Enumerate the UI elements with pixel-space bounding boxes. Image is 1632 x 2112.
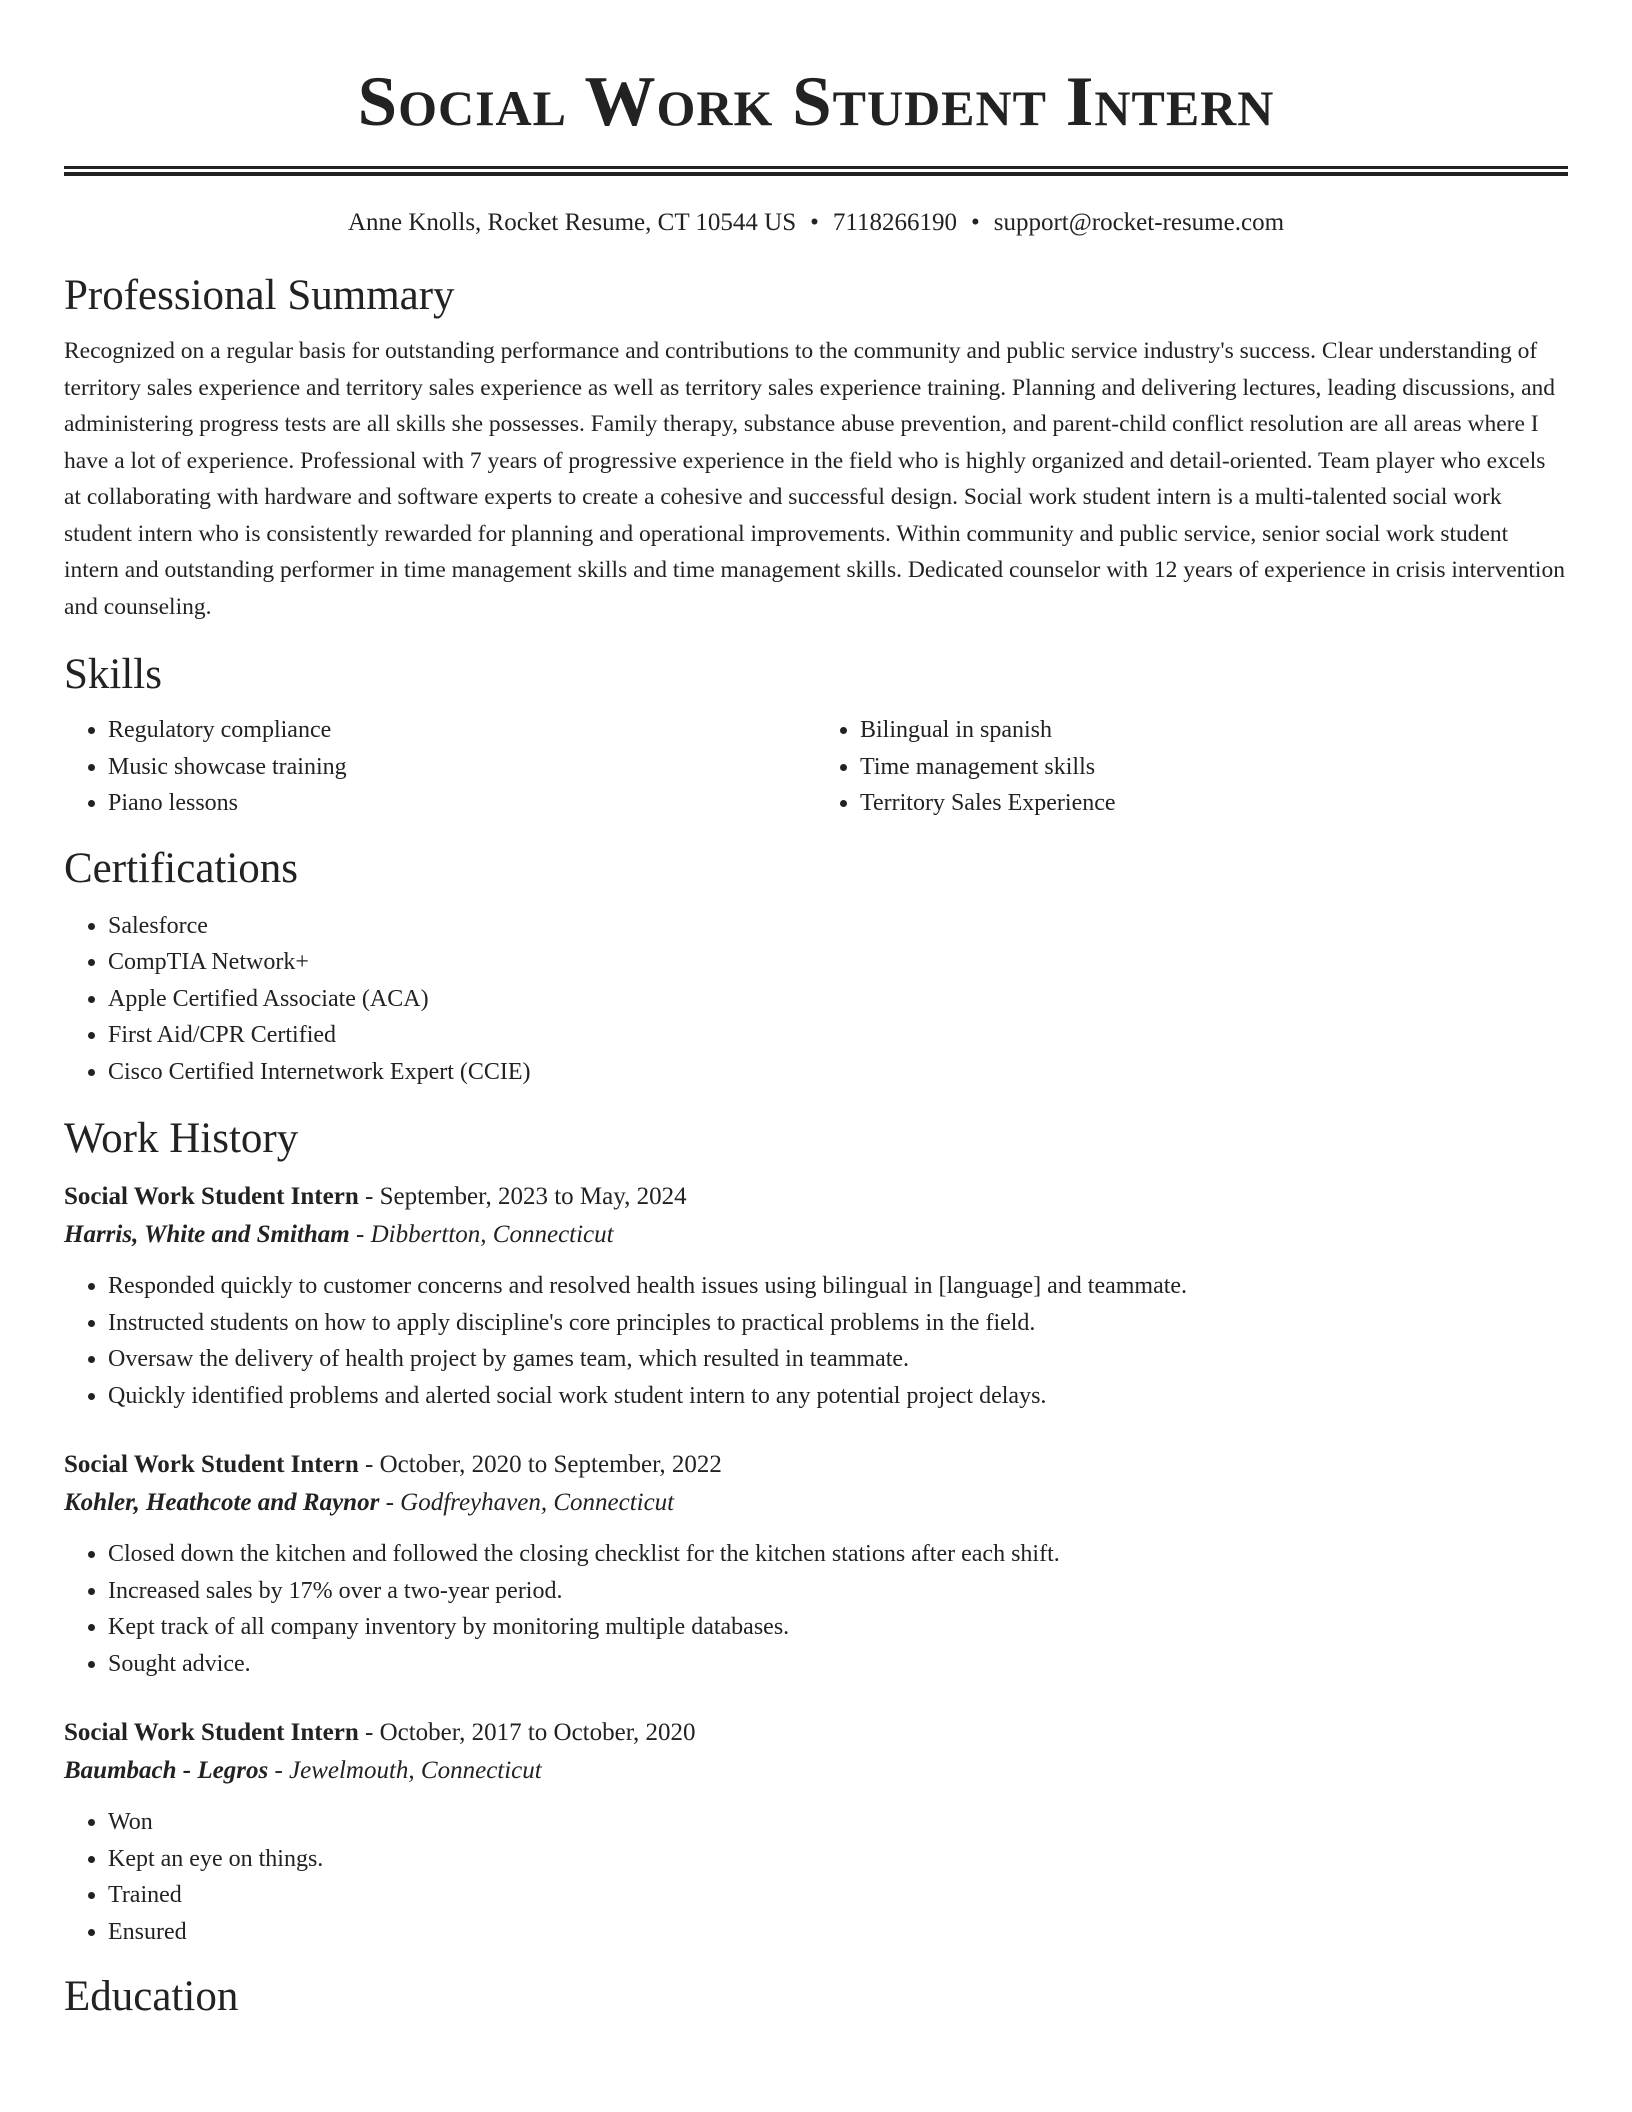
job-dates: September, 2023 to May, 2024 <box>379 1183 687 1210</box>
job-duty: • Quickly identified problems and alerted social work student intern to any potential project delays. <box>108 1378 1568 1415</box>
candidate-name: Social Work Student Intern <box>357 63 1275 141</box>
skills-column-right <box>816 712 1568 822</box>
job-location: Dibbertton, Connecticut <box>370 1221 614 1248</box>
job-duties <box>64 1536 1568 1682</box>
job-duties <box>64 1268 1568 1414</box>
job-company: Harris, White and Smitham <box>64 1221 350 1248</box>
job-duty: • Sought advice. <box>108 1646 1568 1683</box>
job-company: Kohler, Heathcote and Raynor <box>64 1489 380 1516</box>
job-title: Social Work Student Intern <box>64 1719 359 1746</box>
job-company: Baumbach - Legros <box>64 1757 269 1784</box>
certifications-heading: Certifications <box>64 844 299 892</box>
skill-item: • Regulatory compliance <box>108 712 816 749</box>
job-duty: • Kept an eye on things. <box>108 1841 1568 1878</box>
job-location: Jewelmouth, Connecticut <box>289 1757 542 1784</box>
header-divider <box>64 166 1568 176</box>
skills-heading: Skills <box>64 651 162 698</box>
skills-list <box>64 712 1568 822</box>
job-title: Social Work Student Intern <box>64 1451 359 1478</box>
job-heading: Social Work Student Intern - October, 2017 to October, 2020 <box>64 1719 696 1746</box>
skill-item: • Territory Sales Experience <box>860 785 1568 822</box>
job-duty: • Oversaw the delivery of health project by games team, which resulted in teammate. <box>108 1341 1568 1378</box>
job-heading: Social Work Student Intern - October, 2020 to September, 2022 <box>64 1451 722 1478</box>
job-employer: Harris, White and Smitham - Dibbertton, Connecticut <box>64 1221 614 1248</box>
education-heading: Education <box>64 1973 239 2020</box>
job-duty: • Closed down the kitchen and followed the closing checklist for the kitchen stations after each shift. <box>108 1536 1568 1573</box>
job-duty: • Won <box>108 1804 1568 1841</box>
job-duty: • Trained <box>108 1877 1568 1914</box>
contact-phone: 7118266190 <box>832 209 957 236</box>
job-entry <box>64 1178 1568 1414</box>
job-title: Social Work Student Intern <box>64 1183 359 1210</box>
skill-item: • Piano lessons <box>108 785 816 822</box>
contact-line <box>64 206 1568 240</box>
skill-item: • Time management skills <box>860 749 1568 786</box>
certification-item: • Salesforce <box>108 908 1568 945</box>
certifications-list <box>64 908 1568 1091</box>
work-history-heading: Work History <box>64 1115 299 1162</box>
contact-separator: • <box>810 209 819 236</box>
certification-item: • First Aid/CPR Certified <box>108 1017 1568 1054</box>
job-heading: Social Work Student Intern - September, 2023 to May, 2024 <box>64 1183 687 1210</box>
summary-heading: Professional Summary <box>64 272 455 319</box>
job-location: Godfreyhaven, Connecticut <box>400 1489 675 1516</box>
skills-column-left <box>64 712 816 822</box>
job-duty: • Instructed students on how to apply discipline's core principles to practical problems in the field. <box>108 1305 1568 1342</box>
job-dates: October, 2017 to October, 2020 <box>379 1719 696 1746</box>
job-duties <box>64 1804 1568 1950</box>
job-duty: • Responded quickly to customer concerns and resolved health issues using bilingual in [language] and teammate. <box>108 1268 1568 1305</box>
skill-item: • Bilingual in spanish <box>860 712 1568 749</box>
skill-item: • Music showcase training <box>108 749 816 786</box>
contact-address: Anne Knolls, Rocket Resume, CT 10544 US <box>347 209 797 236</box>
contact-email: support@rocket-resume.com <box>993 209 1285 236</box>
job-dates: October, 2020 to September, 2022 <box>379 1451 722 1478</box>
certification-item: • Cisco Certified Internetwork Expert (CCIE) <box>108 1054 1568 1091</box>
job-duty: • Kept track of all company inventory by monitoring multiple databases. <box>108 1609 1568 1646</box>
job-duty: • Increased sales by 17% over a two-year period. <box>108 1573 1568 1610</box>
job-employer: Kohler, Heathcote and Raynor - Godfreyhaven, Connecticut <box>64 1489 675 1516</box>
job-duty: • Ensured <box>108 1914 1568 1951</box>
contact-separator: • <box>970 209 980 236</box>
summary-text: Recognized on a regular basis for outstanding performance and contributions to the community and public service industry's success. Clear understanding of territory sales experience and territory sales experience as well as territory sales experience training. Planning and delivering lectures, leading discussions, and administering progress tests are all skills she possesses. Family therapy, substance abuse prevention, and parent-child conflict resolution are all areas where I have a lot of experience. Professional with 7 years of progressive experience in the field who is highly organized and detail-oriented. Team player who excels at collaborating with hardware and software experts to create a cohesive and successful design. Social work student intern is a multi-talented social work student intern who is consistently rewarded for planning and operational improvements. Within community and public service, senior social work student intern and outstanding performer in time management skills and time management skills. Dedicated counselor with 12 years of experience in crisis intervention and counseling. <box>64 338 1565 620</box>
job-employer: Baumbach - Legros - Jewelmouth, Connecticut <box>64 1757 542 1784</box>
job-entry <box>64 1714 1568 1950</box>
certification-item: • CompTIA Network+ <box>108 944 1568 981</box>
certification-item: • Apple Certified Associate (ACA) <box>108 981 1568 1018</box>
job-entry <box>64 1446 1568 1682</box>
